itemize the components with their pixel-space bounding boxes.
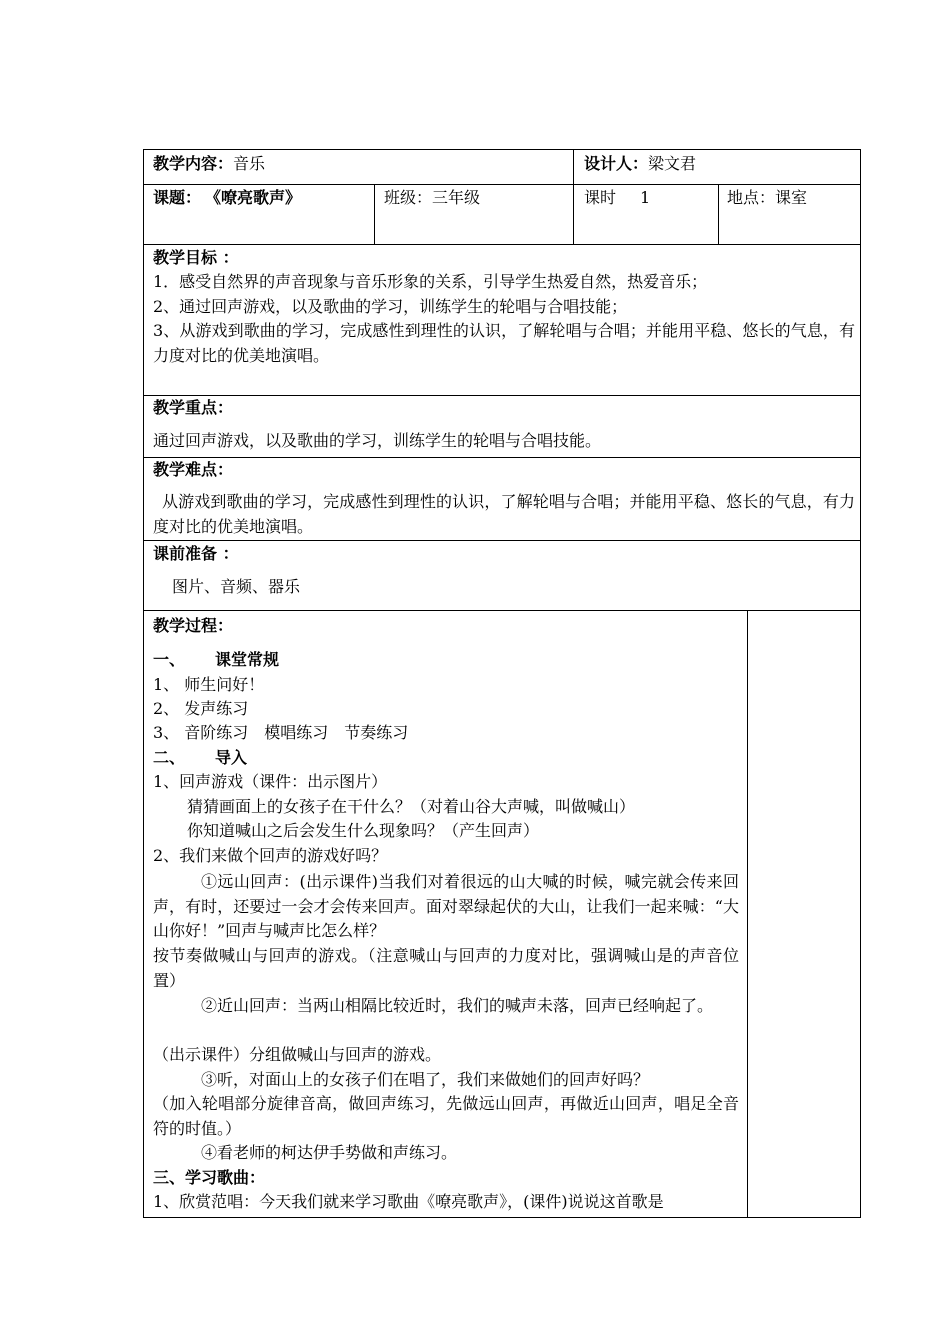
process-paragraph: （出示课件）分组做喊山与回声的游戏。 — [153, 1045, 442, 1064]
list-item: 1、回声游戏（课件：出示图片） — [153, 772, 388, 791]
class-field — [384, 186, 480, 210]
difficulties-title: 教学难点： — [153, 460, 234, 479]
row-divider — [144, 395, 860, 396]
goals-title: 教学目标 ： — [153, 248, 239, 267]
list-item: 3、 音阶练习 模唱练习 节奏练习 — [153, 723, 409, 742]
process-paragraph: （加入轮唱部分旋律音高，做回声练习，先做远山回声，再做近山回声，唱足全音符的时值。） — [153, 1094, 739, 1138]
preparation-text: 图片、音频、器乐 — [172, 577, 301, 596]
difficulties-text: 从游戏到歌曲的学习，完成感性到理性的认识，了解轮唱与合唱；并能用平稳、悠长的气息，有力度对比的优美地演唱。 — [153, 492, 855, 536]
list-item: 2、我们来做个回声的游戏好吗？ — [153, 846, 388, 865]
designer-value: 梁文君 — [648, 154, 697, 173]
goal-item: 3、从游戏到歌曲的学习，完成感性到理性的认识，了解轮唱与合唱；并能用平稳、悠长的气息，有力度对比的优美地演唱。 — [153, 321, 855, 365]
section-heading — [153, 746, 247, 770]
key-points-title: 教学重点： — [153, 398, 234, 417]
row-divider — [144, 244, 860, 245]
class-value: 三年级 — [432, 188, 481, 207]
topic-label: 课题： — [153, 188, 202, 207]
location-value: 课室 — [775, 188, 808, 207]
designer-label: 设计人： — [584, 154, 649, 173]
section-title: 课堂常规 — [215, 650, 280, 669]
column-divider — [374, 184, 375, 244]
question-line: 猜猜画面上的女孩子在干什么？（对着山谷大声喊，叫做喊山） — [187, 797, 636, 816]
list-item: 2、 发声练习 — [153, 699, 249, 718]
section-number: 二、 — [153, 748, 186, 767]
row-divider — [144, 184, 860, 185]
section-title: 导入 — [215, 748, 248, 767]
goal-item: 1．感受自然界的声音现象与音乐形象的关系，引导学生热爱自然，热爱音乐； — [153, 272, 708, 291]
row-divider — [144, 457, 860, 458]
section-heading: 三、学习歌曲： — [153, 1168, 266, 1187]
location-field — [727, 186, 807, 210]
designer-field — [584, 152, 696, 176]
content-field — [153, 152, 265, 176]
class-label: 班级： — [384, 188, 433, 207]
question-line: 你知道喊山之后会发生什么现象吗？（产生回声） — [187, 821, 540, 840]
period-label: 课时 — [584, 188, 617, 207]
goal-item: 2、通过回声游戏，以及歌曲的学习，训练学生的轮唱与合唱技能； — [153, 297, 628, 316]
process-paragraph: ④看老师的柯达伊手势做和声练习。 — [201, 1143, 458, 1162]
process-paragraph: ③听，对面山上的女孩子们在唱了，我们来做她们的回声好吗？ — [201, 1070, 650, 1089]
content-label: 教学内容： — [153, 154, 234, 173]
process-paragraph: ②近山回声：当两山相隔比较近时，我们的喊声未落，回声已经响起了。 — [201, 996, 714, 1015]
period-field — [584, 186, 650, 210]
section-number: 一、 — [153, 650, 186, 669]
list-item: 1、 师生问好！ — [153, 675, 265, 694]
row-divider — [144, 610, 860, 611]
topic-field — [153, 186, 301, 210]
period-value: 1 — [640, 188, 651, 207]
content-value: 音乐 — [233, 154, 266, 173]
topic-value: 《嘹亮歌声》 — [213, 188, 302, 207]
process-paragraph: 按节奏做喊山与回声的游戏。（注意喊山与回声的力度对比，强调喊山是的声音位置） — [153, 946, 739, 990]
column-divider — [747, 610, 748, 1218]
process-paragraph: 1、欣赏范唱：今天我们就来学习歌曲《嘹亮歌声》，(课件)说说这首歌是 — [153, 1192, 664, 1211]
row-divider — [144, 540, 860, 541]
preparation-title: 课前准备 ： — [153, 544, 239, 563]
section-heading — [153, 648, 279, 672]
key-points-text: 通过回声游戏，以及歌曲的学习，训练学生的轮唱与合唱技能。 — [153, 431, 602, 450]
column-divider — [718, 184, 719, 244]
process-title: 教学过程： — [153, 616, 234, 635]
location-label: 地点： — [727, 188, 776, 207]
process-paragraph: ①远山回声：(出示课件)当我们对着很远的山大喊的时候，喊完就会传来回声，有时，还要过一会才会传来回声。面对翠绿起伏的大山，让我们一起来喊：“大山你好！”回声与喊声比怎么样？ — [153, 872, 739, 940]
column-divider — [573, 150, 574, 244]
